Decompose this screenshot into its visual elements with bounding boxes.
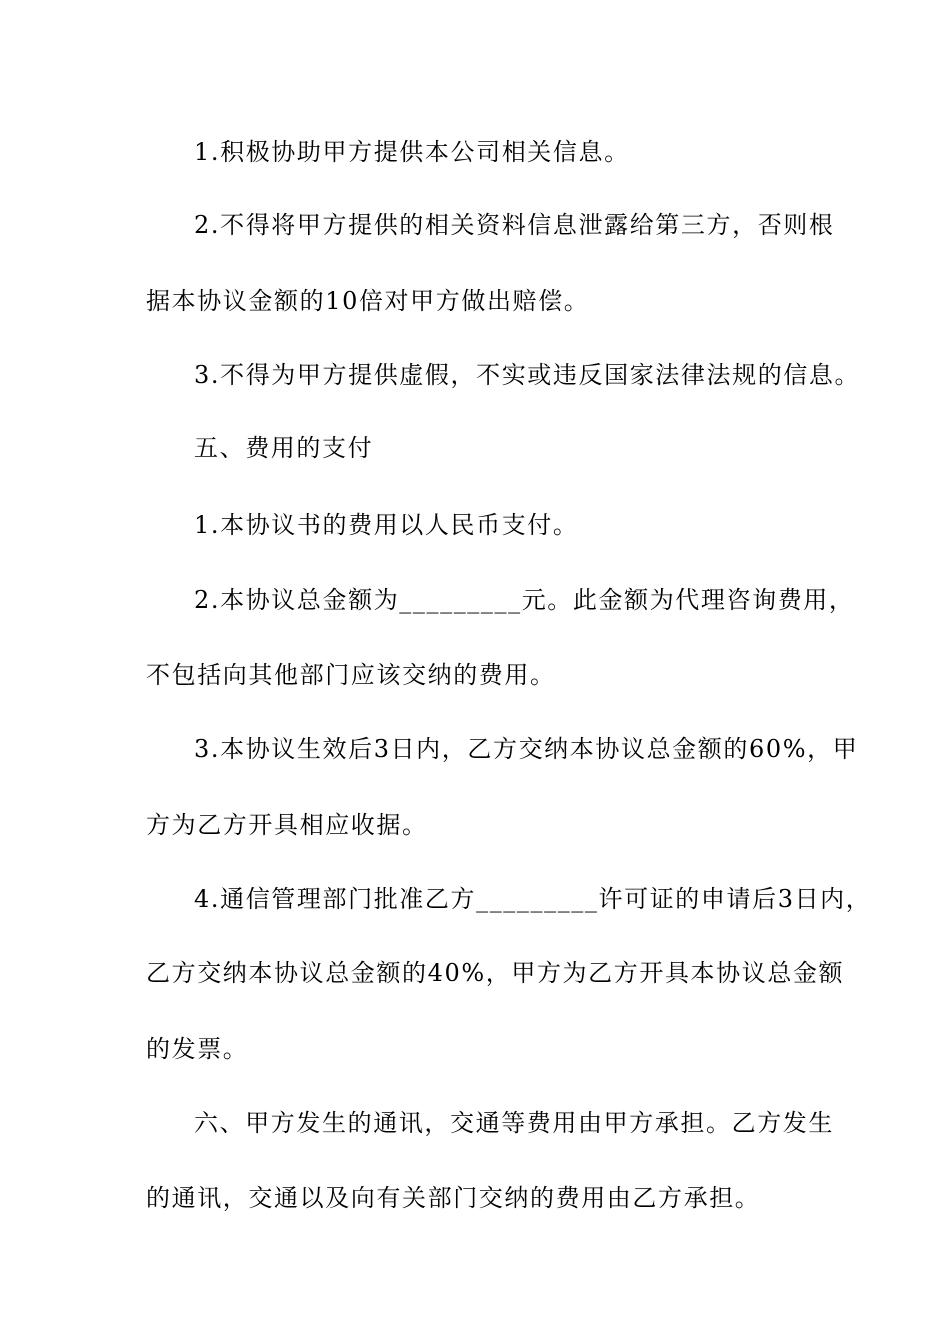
paragraph-line-1: 1.积极协助甲方提供本公司相关信息。 [194,138,630,166]
paragraph-line-7: 2.本协议总金额为_________元。此金额为代理咨询费用， [194,586,855,614]
paragraph-line-6: 1.本协议书的费用以人民币支付。 [194,511,579,539]
paragraph-line-8: 不包括向其他部门应该交纳的费用。 [146,661,556,689]
paragraph-line-3: 据本协议金额的10倍对甲方做出赔偿。 [146,287,590,315]
paragraph-line-4: 3.不得为甲方提供虚假，不实或违反国家法律法规的信息。 [194,361,861,389]
paragraph-line-10: 方为乙方开具相应收据。 [146,811,428,839]
paragraph-line-11: 4.通信管理部门批准乙方_________许可证的申请后3日内， [194,885,872,913]
paragraph-line-9: 3.本协议生效后3日内，乙方交纳本协议总金额的60%，甲 [194,735,859,763]
paragraph-line-12: 乙方交纳本协议总金额的40%，甲方为乙方开具本协议总金额 [146,959,845,987]
paragraph-line-15: 的通讯，交通以及向有关部门交纳的费用由乙方承担。 [146,1184,761,1212]
section-heading-payment: 五、费用的支付 [194,434,374,462]
paragraph-line-13: 的发票。 [146,1035,249,1063]
paragraph-line-14: 六、甲方发生的通讯，交通等费用由甲方承担。乙方发生 [194,1109,834,1137]
paragraph-line-2: 2.不得将甲方提供的相关资料信息泄露给第三方，否则根 [194,211,835,239]
